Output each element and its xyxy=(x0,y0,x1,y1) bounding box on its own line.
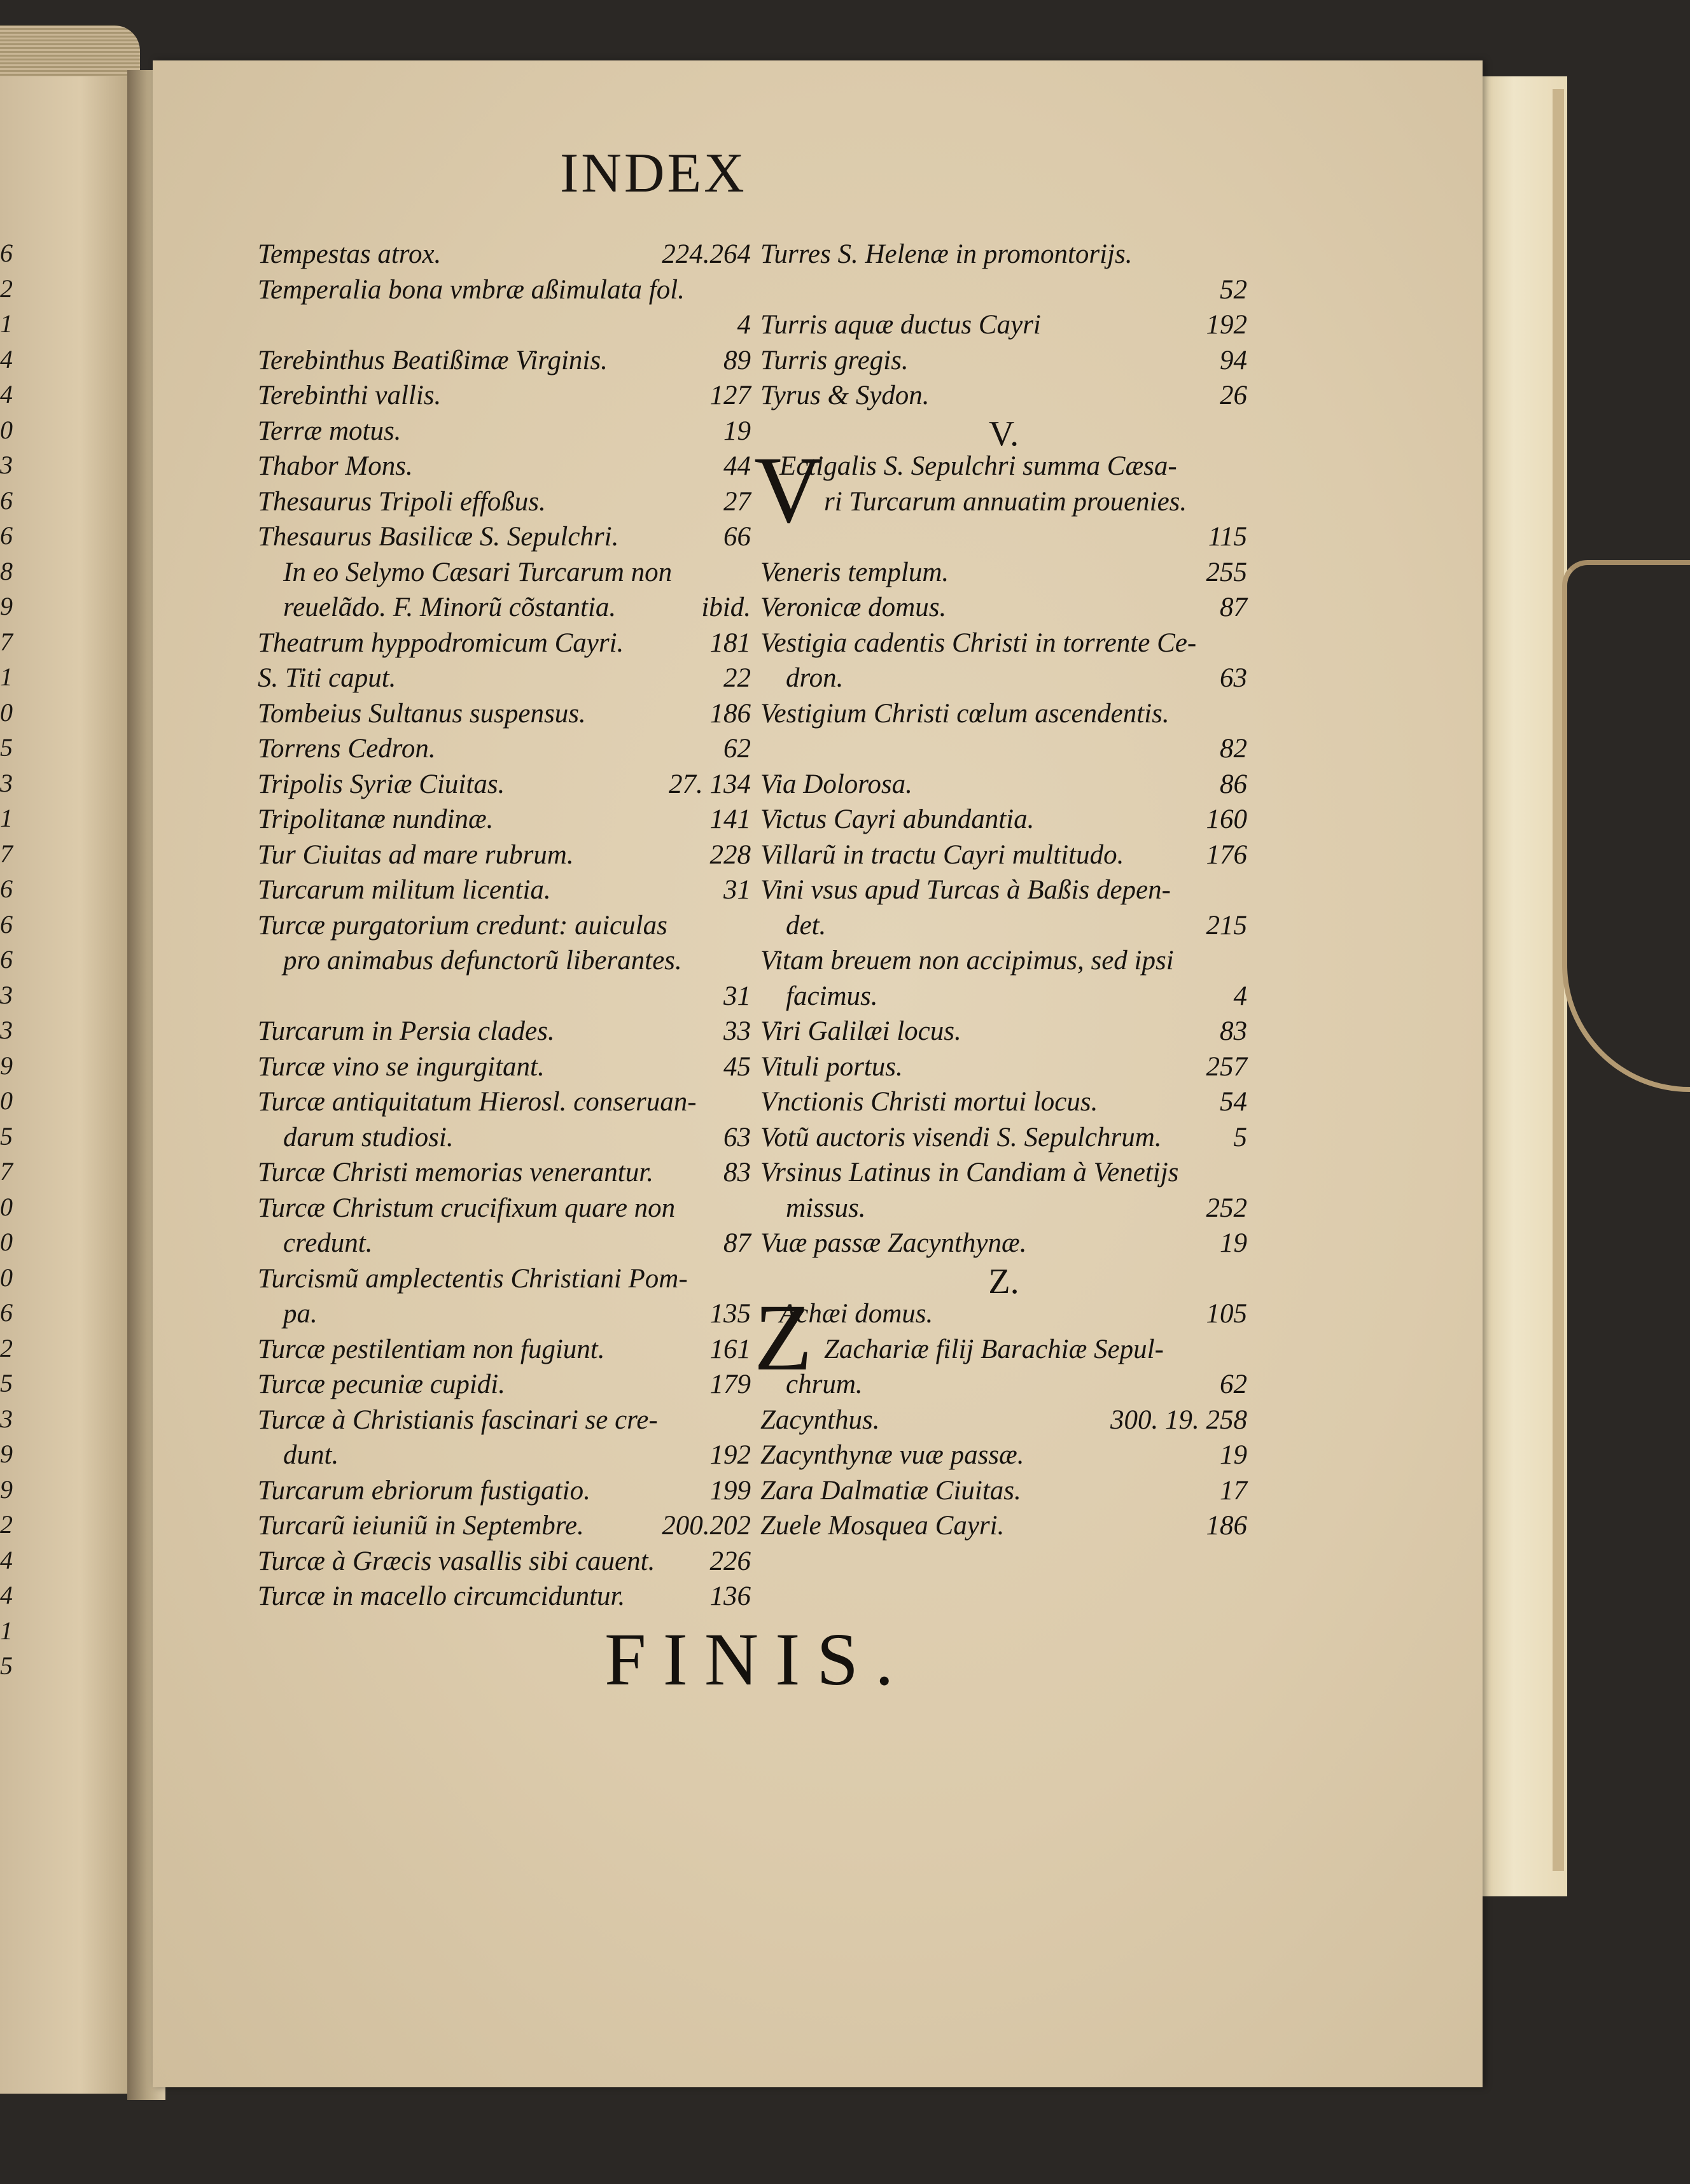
index-entry-text: Terebinthi vallis. xyxy=(258,381,442,410)
margin-mark: 0 xyxy=(0,1228,13,1256)
index-entry-text: Turres S. Helenæ in promontorijs. xyxy=(760,239,1133,269)
left-page-margin-marks xyxy=(0,235,25,1684)
index-column-left xyxy=(258,237,751,1614)
index-entry-text: Turcæ à Christianis fascinari se cre- xyxy=(258,1404,658,1435)
index-entry-page: 83 xyxy=(723,1158,751,1187)
index-entry-page: 94 xyxy=(1220,345,1247,375)
index-entry-page: 17 xyxy=(1220,1475,1247,1506)
index-entry-text: det. xyxy=(786,910,827,941)
index-entry-text: missus. xyxy=(786,1193,866,1223)
index-entry xyxy=(760,378,1247,414)
index-entry xyxy=(760,237,1247,272)
index-column-right xyxy=(754,237,1247,1544)
index-entry-page: 83 xyxy=(1220,1016,1247,1046)
index-entry-text: Votũ auctoris visendi S. Sepulchrum. xyxy=(760,1122,1162,1152)
index-entry-page: 181 xyxy=(709,627,751,658)
binding-string xyxy=(1562,560,1690,1092)
index-entry xyxy=(258,1155,751,1191)
margin-mark: 2 xyxy=(0,274,13,303)
index-entry-page: 199 xyxy=(709,1475,751,1506)
index-entry xyxy=(258,484,751,520)
margin-mark: 1 xyxy=(0,309,13,338)
index-entry-text: Theatrum hyppodromicum Cayri. xyxy=(258,627,624,658)
index-entry-page: 176 xyxy=(1206,839,1247,870)
index-entry xyxy=(258,1367,751,1403)
index-entry xyxy=(258,1296,751,1332)
index-entry xyxy=(760,1155,1247,1191)
index-entry-page: 52 xyxy=(1220,274,1247,305)
margin-mark: 6 xyxy=(0,909,13,939)
index-entry-page: 19 xyxy=(723,416,751,446)
index-entry xyxy=(258,343,751,379)
index-entry xyxy=(258,1120,751,1156)
index-entry xyxy=(760,1438,1247,1473)
index-entry xyxy=(760,1014,1247,1049)
margin-mark: 6 xyxy=(0,521,13,550)
index-entry xyxy=(258,449,751,484)
margin-mark: 2 xyxy=(0,1510,13,1539)
index-entry-page: 226 xyxy=(709,1546,751,1576)
index-entry-text: Zara Dalmatiæ Ciuitas. xyxy=(760,1475,1021,1506)
index-entry-text: darum studiosi. xyxy=(283,1122,454,1152)
index-entry-text: facimus. xyxy=(786,981,878,1011)
index-entry-page: 33 xyxy=(723,1016,751,1046)
index-entry-page: 31 xyxy=(723,875,751,905)
index-entry-text: Zuele Mosquea Cayri. xyxy=(760,1511,1005,1541)
index-entry xyxy=(760,1403,1247,1438)
index-entry-page: 215 xyxy=(1206,910,1247,941)
index-entry xyxy=(258,1579,751,1614)
index-entry xyxy=(258,1226,751,1261)
index-entry xyxy=(258,378,751,414)
index-entry-page: 66 xyxy=(723,522,751,552)
index-entry xyxy=(258,696,751,732)
index-entry-page: 4 xyxy=(1233,981,1247,1011)
index-entry-page: 5 xyxy=(1233,1122,1247,1152)
index-entry-page: 179 xyxy=(709,1369,751,1399)
index-entry xyxy=(760,272,1247,308)
margin-mark: 1 xyxy=(0,1616,13,1645)
index-entry xyxy=(760,979,1247,1014)
index-entry-page: 44 xyxy=(723,451,751,481)
index-entry xyxy=(760,1332,1247,1368)
margin-mark: 5 xyxy=(0,733,13,762)
index-entry-page: 82 xyxy=(1220,734,1247,764)
index-entry xyxy=(258,307,751,343)
index-entry xyxy=(760,696,1247,732)
index-entry xyxy=(760,1049,1247,1085)
margin-mark: 3 xyxy=(0,1404,13,1433)
index-entry-text: Vestigia cadentis Christi in torrente Ce- xyxy=(760,627,1197,658)
index-entry-page: 161 xyxy=(709,1334,751,1364)
index-entry-page: 31 xyxy=(723,981,751,1011)
margin-mark: 7 xyxy=(0,839,13,868)
margin-mark: 1 xyxy=(0,804,13,832)
index-entry-page: 45 xyxy=(723,1051,751,1082)
index-entry-page: 186 xyxy=(709,698,751,729)
index-entry-page: 252 xyxy=(1206,1193,1247,1223)
index-entry-text: Villarũ in tractu Cayri multitudo. xyxy=(760,839,1124,870)
index-entry xyxy=(258,1084,751,1120)
section-heading: V. xyxy=(988,414,1019,454)
margin-mark: 4 xyxy=(0,380,13,409)
index-entry-page: 4 xyxy=(737,310,751,340)
index-entry xyxy=(258,1332,751,1368)
index-entry-text: Vituli portus. xyxy=(760,1051,903,1082)
index-entry-text: dron. xyxy=(786,663,844,693)
index-entry-text: Vnctionis Christi mortui locus. xyxy=(760,1087,1098,1117)
index-entry-text: In eo Selymo Cæsari Turcarum non xyxy=(283,557,673,587)
index-entry-text: ri Turcarum annuatim prouenies. xyxy=(824,486,1187,517)
index-entry-text: Vrsinus Latinus in Candiam à Venetijs xyxy=(760,1158,1179,1187)
margin-mark: 0 xyxy=(0,1086,13,1115)
margin-mark: 4 xyxy=(0,1545,13,1574)
index-entry-text: Via Dolorosa. xyxy=(760,769,912,799)
index-entry xyxy=(258,979,751,1014)
index-entry xyxy=(258,1473,751,1509)
margin-mark: 1 xyxy=(0,662,13,691)
index-entry-text: Victus Cayri abundantia. xyxy=(760,804,1035,834)
index-entry-page: 255 xyxy=(1206,557,1247,587)
index-entry-text: Temperalia bona vmbræ aßimulata fol. xyxy=(258,274,685,305)
index-entry-text: Veronicæ domus. xyxy=(760,592,947,622)
index-entry-text: Tombeius Sultanus suspensus. xyxy=(258,698,586,729)
index-entry-page: 186 xyxy=(1206,1511,1247,1541)
margin-mark: 3 xyxy=(0,1016,13,1044)
index-entry-text: Zachariæ filij Barachiæ Sepul- xyxy=(824,1334,1164,1364)
index-entry-text: Thesaurus Basilicæ S. Sepulchri. xyxy=(258,522,619,552)
index-entry xyxy=(258,237,751,272)
margin-mark: 2 xyxy=(0,1333,13,1362)
index-entry-page: 105 xyxy=(1206,1299,1247,1329)
index-entry-text: Turcarum ebriorum fustigatio. xyxy=(258,1475,590,1506)
margin-mark: 4 xyxy=(0,344,13,374)
finis-colophon: FINIS. xyxy=(604,1618,911,1701)
index-entry-text: Tur Ciuitas ad mare rubrum. xyxy=(258,839,574,870)
index-entry-page: 200.202 xyxy=(662,1511,751,1541)
index-entry-text: Turris aquæ ductus Cayri xyxy=(760,310,1041,340)
index-entry xyxy=(760,1226,1247,1261)
index-entry-page: 127 xyxy=(709,381,751,410)
index-entry xyxy=(760,837,1247,873)
index-entry-page: 62 xyxy=(723,734,751,764)
margin-mark: 9 xyxy=(0,1439,13,1468)
index-entry xyxy=(760,943,1247,979)
margin-mark: 5 xyxy=(0,1121,13,1151)
index-entry xyxy=(258,767,751,802)
index-entry-page: 19 xyxy=(1220,1440,1247,1470)
index-entry-text: reuelãdo. F. Minorũ cõstantia. xyxy=(283,592,617,622)
index-entry-page: ibid. xyxy=(701,592,751,622)
index-entry-text: Turcismũ amplectentis Christiani Pom- xyxy=(258,1263,688,1294)
drop-cap-initial: Z xyxy=(754,1285,813,1390)
index-entry-page: 141 xyxy=(709,804,751,834)
index-entry-text: Turcæ in macello circumciduntur. xyxy=(258,1581,625,1611)
index-entry-text: Viri Galilæi locus. xyxy=(760,1016,961,1046)
index-entry-page: 86 xyxy=(1220,769,1247,799)
index-entry-text: Turcarum militum licentia. xyxy=(258,875,551,905)
margin-mark: 9 xyxy=(0,1474,13,1504)
index-entry xyxy=(258,1261,751,1297)
index-entry-text: Turcæ Christi memorias venerantur. xyxy=(258,1158,653,1187)
section-heading: Z. xyxy=(988,1261,1019,1301)
index-entry-page: 160 xyxy=(1206,804,1247,834)
index-entry xyxy=(760,661,1247,696)
index-entry-text: Turcæ vino se ingurgitant. xyxy=(258,1051,545,1082)
index-entry xyxy=(760,767,1247,802)
index-entry-text: Zacynthynæ vuæ passæ. xyxy=(760,1440,1024,1470)
index-entry xyxy=(258,626,751,661)
index-entry-text: Turcarum in Persia clades. xyxy=(258,1016,555,1046)
index-entry-text: Turris gregis. xyxy=(760,345,909,375)
index-entry xyxy=(760,519,1247,555)
margin-mark: 6 xyxy=(0,945,13,974)
index-entry-text: pa. xyxy=(283,1299,318,1329)
margin-mark: 5 xyxy=(0,1651,13,1680)
margin-mark: 0 xyxy=(0,415,13,444)
index-entry-text: Turcæ pecuniæ cupidi. xyxy=(258,1369,505,1399)
margin-mark: 5 xyxy=(0,1369,13,1397)
index-entry xyxy=(760,343,1247,379)
index-entry-text: credunt. xyxy=(283,1228,373,1258)
index-entry-text: dunt. xyxy=(283,1440,339,1470)
index-entry xyxy=(760,1120,1247,1156)
index-entry xyxy=(258,908,751,944)
index-entry-text: Ectigalis S. Sepulchri summa Cæsa- xyxy=(779,451,1177,481)
index-entry-text: Terebinthus Beatißimæ Virginis. xyxy=(258,345,608,375)
drop-cap-initial: V xyxy=(754,437,823,543)
index-entry-text: Achæi domus. xyxy=(779,1299,933,1329)
index-entry xyxy=(760,1473,1247,1509)
index-entry xyxy=(258,943,751,979)
index-entry xyxy=(760,872,1247,908)
margin-mark: 3 xyxy=(0,980,13,1009)
index-entry-text: Turcæ Christum crucifixum quare non xyxy=(258,1193,676,1223)
margin-mark: 0 xyxy=(0,1192,13,1221)
margin-mark: 3 xyxy=(0,768,13,797)
index-entry xyxy=(760,908,1247,944)
index-entry xyxy=(258,414,751,449)
index-entry-text: Tripolitanæ nundinæ. xyxy=(258,804,494,834)
margin-mark: 8 xyxy=(0,556,13,585)
index-entry-text: Vuæ passæ Zacynthynæ. xyxy=(760,1228,1027,1258)
index-entry-page: 26 xyxy=(1220,381,1247,410)
index-entry xyxy=(760,731,1247,767)
index-entry xyxy=(258,661,751,696)
margin-mark: 4 xyxy=(0,1581,13,1609)
index-entry-text: Vestigium Christi cœlum ascendentis. xyxy=(760,698,1170,729)
index-entry-text: Terræ motus. xyxy=(258,416,402,446)
index-entry-text: Veneris templum. xyxy=(760,557,949,587)
index-entry-page: 228 xyxy=(709,839,751,870)
index-entry-text: pro animabus defunctorũ liberantes. xyxy=(283,946,682,976)
index-entry xyxy=(760,1084,1247,1120)
index-entry-text: Tempestas atrox. xyxy=(258,239,442,269)
index-entry-text: Turcæ antiquitatum Hierosl. conseruan- xyxy=(258,1087,697,1117)
index-entry xyxy=(760,484,1247,520)
index-entry-page: 224.264 xyxy=(662,239,751,269)
index-entry-page: 87 xyxy=(1220,592,1247,622)
index-entry-page: 63 xyxy=(723,1122,751,1152)
index-entry xyxy=(258,1403,751,1438)
index-entry-text: Zacynthus. xyxy=(760,1404,880,1435)
index-entry-text: Thabor Mons. xyxy=(258,451,413,481)
index-entry-text: Tripolis Syriæ Ciuitas. xyxy=(258,769,505,799)
index-entry-text: Turcæ pestilentiam non fugiunt. xyxy=(258,1334,605,1364)
index-entry-text: Turcæ à Græcis vasallis sibi cauent. xyxy=(258,1546,655,1576)
margin-mark: 7 xyxy=(0,1157,13,1186)
index-entry-page: 22 xyxy=(723,663,751,693)
margin-mark: 7 xyxy=(0,627,13,656)
index-entry xyxy=(258,519,751,555)
index-entry-text: S. Titi caput. xyxy=(258,663,396,693)
margin-mark: 0 xyxy=(0,697,13,727)
index-entry xyxy=(258,1049,751,1085)
margin-mark: 6 xyxy=(0,239,13,267)
index-entry-text: Vini vsus apud Turcas à Baßis depen- xyxy=(760,875,1171,905)
index-entry xyxy=(258,837,751,873)
index-entry-text: Turcæ purgatorium credunt: auiculas xyxy=(258,910,667,941)
index-entry-page: 257 xyxy=(1206,1051,1247,1082)
index-entry-text: Tyrus & Sydon. xyxy=(760,381,930,410)
index-entry-page: 135 xyxy=(709,1299,751,1329)
index-entry xyxy=(760,1367,1247,1403)
index-entry-page: 19 xyxy=(1220,1228,1247,1258)
index-entry xyxy=(760,1508,1247,1544)
index-entry-page: 54 xyxy=(1220,1087,1247,1117)
index-entry xyxy=(760,555,1247,591)
index-entry xyxy=(258,731,751,767)
index-entry xyxy=(760,307,1247,343)
index-entry xyxy=(760,1191,1247,1226)
index-entry xyxy=(258,1438,751,1473)
index-entry xyxy=(258,1544,751,1579)
margin-mark: 6 xyxy=(0,1298,13,1327)
index-entry-text: Turcarũ ieiuniũ in Septembre. xyxy=(258,1511,584,1541)
index-entry-page: 192 xyxy=(709,1440,751,1470)
margin-mark: 0 xyxy=(0,1263,13,1292)
index-entry-page: 89 xyxy=(723,345,751,375)
index-entry-page: 27. 134 xyxy=(669,769,751,799)
index-entry xyxy=(258,1014,751,1049)
index-entry-text: chrum. xyxy=(786,1369,863,1399)
index-entry-page: 62 xyxy=(1220,1369,1247,1399)
index-entry-page: 192 xyxy=(1206,310,1247,340)
index-entry xyxy=(760,802,1247,837)
index-entry xyxy=(258,272,751,308)
index-entry-page: 87 xyxy=(723,1228,751,1258)
index-entry xyxy=(258,872,751,908)
index-entry xyxy=(258,1191,751,1226)
index-entry xyxy=(258,555,751,591)
index-entry-page: 300. 19. 258 xyxy=(1110,1404,1247,1435)
running-head: INDEX xyxy=(560,143,747,204)
index-entry-text: Thesaurus Tripoli effoßus. xyxy=(258,486,546,517)
margin-mark: 3 xyxy=(0,451,13,479)
margin-mark: 9 xyxy=(0,592,13,620)
index-entry xyxy=(760,590,1247,626)
index-entry-text: Vitam breuem non accipimus, sed ipsi xyxy=(760,946,1174,976)
index-entry xyxy=(258,1508,751,1544)
index-entry-page: 63 xyxy=(1220,663,1247,693)
index-entry xyxy=(258,802,751,837)
index-entry-page: 27 xyxy=(723,486,751,517)
index-entry-text: Torrens Cedron. xyxy=(258,734,436,764)
index-entry xyxy=(258,590,751,626)
margin-mark: 9 xyxy=(0,1051,13,1080)
index-entry-page: 115 xyxy=(1208,522,1247,552)
index-entry-page: 136 xyxy=(709,1581,751,1611)
index-entry xyxy=(760,626,1247,661)
margin-mark: 6 xyxy=(0,874,13,903)
margin-mark: 6 xyxy=(0,486,13,515)
page-edge-shadow xyxy=(1553,89,1564,1871)
